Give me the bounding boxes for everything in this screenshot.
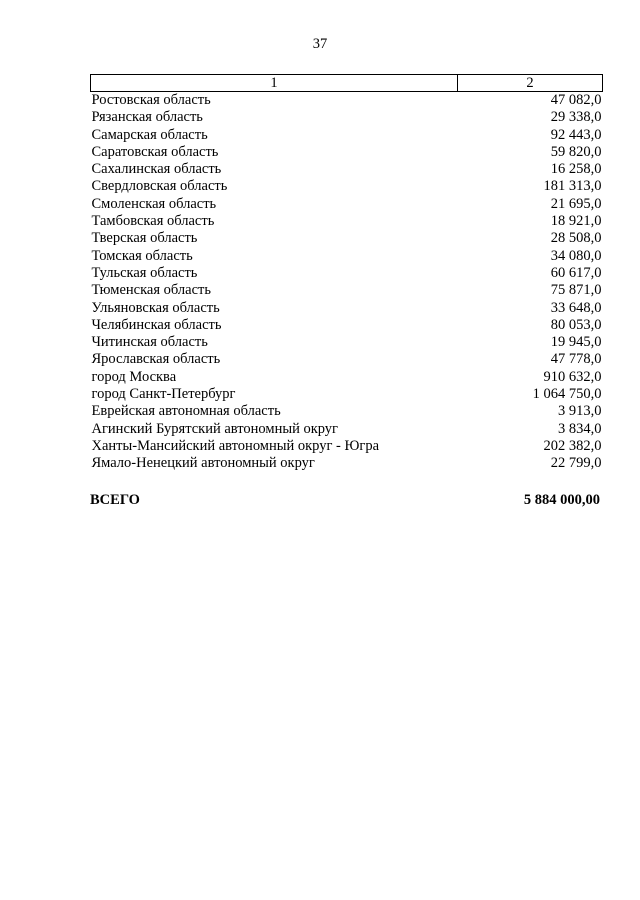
region-value: 3 913,0 <box>558 403 602 420</box>
region-value: 59 820,0 <box>550 143 602 160</box>
region-value: 47 778,0 <box>550 351 602 368</box>
region-name: Тюменская область <box>91 282 211 299</box>
region-name: Тульская область <box>91 264 198 281</box>
total-row <box>90 492 600 509</box>
region-value: 60 617,0 <box>550 264 602 281</box>
table-row <box>91 230 603 247</box>
table-row <box>91 300 603 317</box>
table-row <box>91 403 603 420</box>
region-name: Самарская область <box>91 126 208 143</box>
region-value: 92 443,0 <box>550 126 602 143</box>
region-name: Ямало-Ненецкий автономный округ <box>91 455 315 472</box>
region-name: Тверская область <box>91 230 198 247</box>
region-value: 21 695,0 <box>550 195 602 212</box>
table-row <box>91 161 603 178</box>
table-row <box>91 386 603 403</box>
region-name: Ростовская область <box>91 92 211 108</box>
region-value: 3 834,0 <box>558 420 602 437</box>
region-name: Агинский Бурятский автономный округ <box>91 420 338 437</box>
page-number: 37 <box>312 36 328 52</box>
region-value: 1 064 750,0 <box>532 386 602 403</box>
table-row <box>91 265 603 282</box>
table-row <box>91 178 603 195</box>
table-row <box>91 248 603 265</box>
table-row <box>91 351 603 368</box>
region-name: Ханты-Мансийский автономный округ - Югра <box>91 437 380 454</box>
region-value: 910 632,0 <box>543 368 602 385</box>
region-name: Еврейская автономная область <box>91 403 281 420</box>
table-row <box>91 438 603 455</box>
region-value: 47 082,0 <box>550 92 602 108</box>
table-row <box>91 144 603 161</box>
table-row <box>91 127 603 144</box>
table-row <box>91 369 603 386</box>
region-name: город Москва <box>91 368 177 385</box>
table-row <box>91 282 603 299</box>
table-row <box>91 92 603 110</box>
table-header-row <box>91 75 603 92</box>
region-value: 181 313,0 <box>543 178 602 195</box>
table-row <box>91 196 603 213</box>
region-name: Рязанская область <box>91 109 203 126</box>
region-name: Ульяновская область <box>91 299 220 316</box>
region-value: 34 080,0 <box>550 247 602 264</box>
table-row <box>91 334 603 351</box>
region-value: 28 508,0 <box>550 230 602 247</box>
region-name: Сахалинская область <box>91 161 222 178</box>
column-header-2: 2 <box>458 75 603 92</box>
table-row <box>91 213 603 230</box>
table-row <box>91 109 603 126</box>
table-row <box>91 317 603 334</box>
total-label: ВСЕГО <box>90 492 140 508</box>
column-header-1: 1 <box>91 75 458 92</box>
region-value: 75 871,0 <box>550 282 602 299</box>
region-value: 22 799,0 <box>550 455 602 472</box>
region-value: 202 382,0 <box>543 437 602 454</box>
total-value: 5 884 000,00 <box>523 492 600 508</box>
region-name: Свердловская область <box>91 178 228 195</box>
region-name: Челябинская область <box>91 316 222 333</box>
region-value: 80 053,0 <box>550 316 602 333</box>
table-body <box>91 92 603 473</box>
region-name: Читинская область <box>91 334 208 351</box>
region-value: 29 338,0 <box>550 109 602 126</box>
region-value: 18 921,0 <box>550 213 602 230</box>
region-name: Саратовская область <box>91 143 219 160</box>
region-name: Смоленская область <box>91 195 217 212</box>
table-row <box>91 455 603 472</box>
region-name: Томская область <box>91 247 193 264</box>
region-value: 19 945,0 <box>550 334 602 351</box>
region-value: 16 258,0 <box>550 161 602 178</box>
region-value: 33 648,0 <box>550 299 602 316</box>
region-name: Тамбовская область <box>91 213 215 230</box>
table-row <box>91 421 603 438</box>
data-table <box>90 74 603 473</box>
region-name: город Санкт-Петербург <box>91 386 236 403</box>
region-name: Ярославская область <box>91 351 221 368</box>
